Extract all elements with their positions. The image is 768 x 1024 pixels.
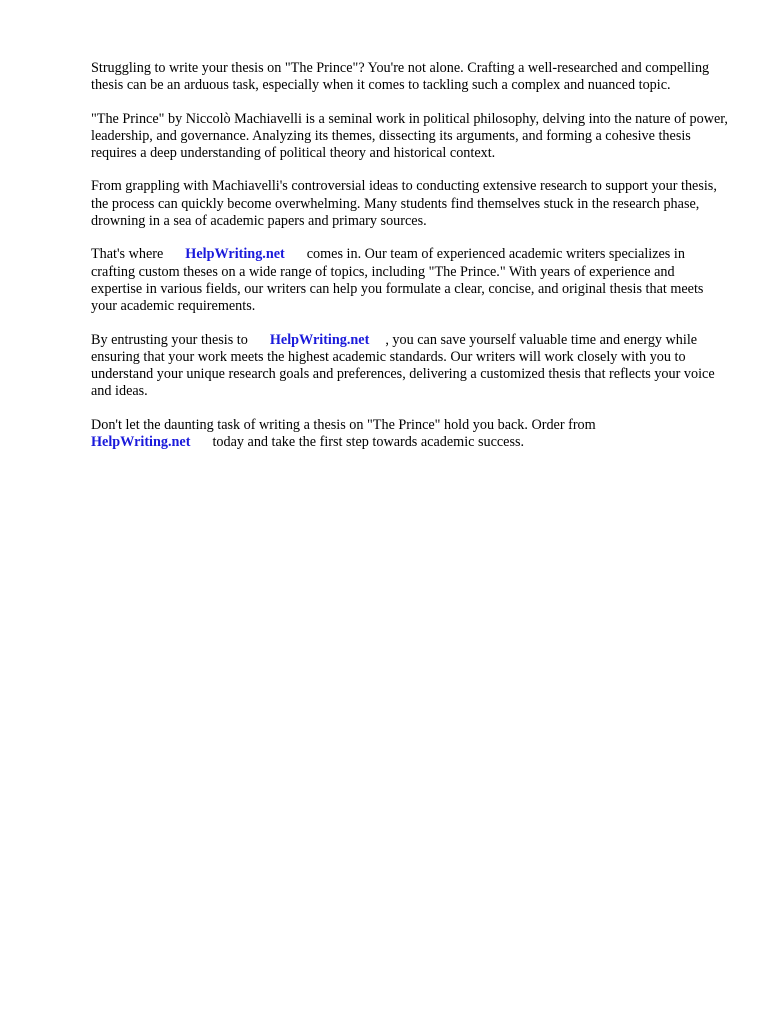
paragraph-benefits xyxy=(91,332,728,401)
paragraph-intro xyxy=(91,60,728,95)
helpwriting-link-3[interactable]: HelpWriting.net xyxy=(91,434,191,451)
helpwriting-link-1[interactable]: HelpWriting.net xyxy=(185,246,285,263)
paragraph-benefits-lead: By entrusting your thesis to xyxy=(91,331,248,348)
paragraph-call-to-action xyxy=(91,417,728,452)
paragraph-cta-rest: today and take the first step towards academic success. xyxy=(212,434,525,451)
paragraph-cta-lead: Don't let the daunting task of writing a thesis on "The Prince" hold you back. Order from xyxy=(91,416,596,433)
paragraph-intro-text: Struggling to write your thesis on "The Prince"? You're not alone. Crafting a well-researched and compelling thesis can be an arduous task, especially when it comes to tackling such a complex and nuanced topic. xyxy=(91,60,710,94)
paragraph-benefits-rest: , you can save yourself valuable time and energy while ensuring that your work meets the highest academic standards. Our writers will work closely with you to understand your unique research goals and preferences, delivering a customized thesis that reflects your voice and ideas. xyxy=(91,331,715,400)
paragraph-service-rest: comes in. Our team of experienced academic writers specializes in crafting custom theses on a wide range of topics, including "The Prince." With years of experience and expertise in various fields, our writers can help you formulate a clear, concise, and original thesis that meets your academic requirements. xyxy=(91,246,704,315)
helpwriting-link-2[interactable]: HelpWriting.net xyxy=(269,331,370,348)
paragraph-service xyxy=(91,246,728,315)
paragraph-about-prince xyxy=(91,111,728,163)
paragraph-about-prince-text: "The Prince" by Niccolò Machiavelli is a seminal work in political philosophy, delving into the nature of power, leadership, and governance. Analyzing its themes, dissecting its arguments, and forming a cohesive thesis requires a deep understanding of political theory and historical context. xyxy=(91,110,728,162)
paragraph-service-lead: That's where xyxy=(91,246,164,263)
paragraph-research xyxy=(91,178,728,230)
paragraph-research-text: From grappling with Machiavelli's controversial ideas to conducting extensive research to support your thesis, the process can quickly become overwhelming. Many students find themselves stuck in the research phase, drowning in a sea of academic papers and primary sources. xyxy=(91,178,717,230)
